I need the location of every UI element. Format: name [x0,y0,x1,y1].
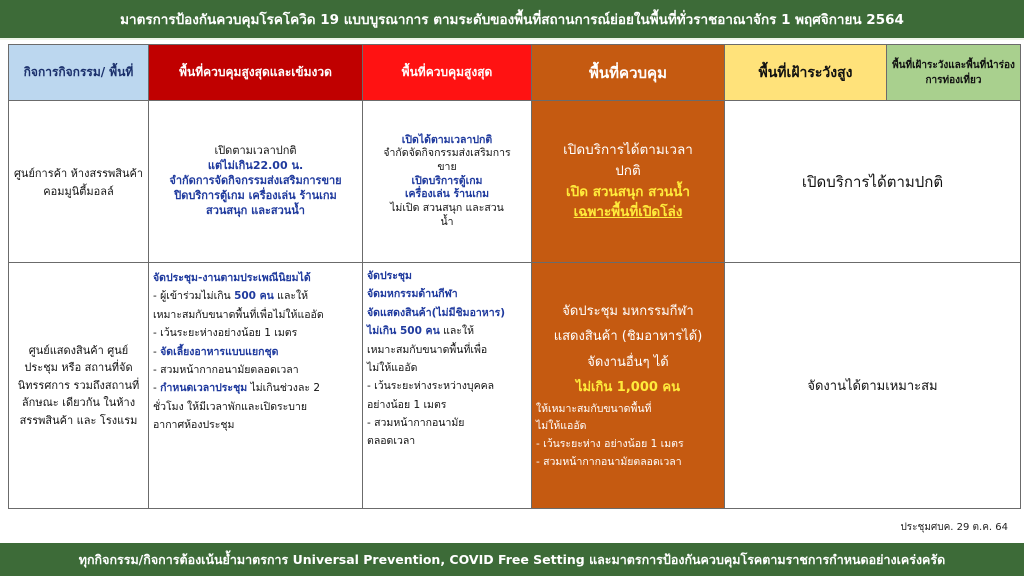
row-label-malls: ศูนย์การค้า ห้างสรรพสินค้า คอมมูนิตี้มอลล์ [9,101,149,263]
footer-text: ทุกกิจกรรม/กิจการต้องเน้นย้ำมาตรการ Universal Prevention, COVID Free Setting และมาตรการป้องกันควบคุมโรคตามราชการกำหนดอย่างเคร่งครัด [78,551,946,567]
header-activity: กิจการกิจกรรม/ พื้นที่ [9,45,149,101]
page-title: มาตรการป้องกันควบคุมโรคโควิด 19 แบบบูรณาการ ตามระดับของพื้นที่สถานการณ์ย่อยในพื้นที่ทั่วราชอาณาจักร 1 พฤศจิกายน 2564 [120,12,904,28]
cell-exhibition-control: จัดประชุม มหกรรมกีฬา แสดงสินค้า (ชิมอาหารได้) จัดงานอื่นๆ ได้ ไม่เกิน 1,000 คน ให้เหมาะสมกับขนาดพื้นที่ ไม่ให้แออัด - เว้นระยะห่าง อย่างน้อย 1 เมตร - สวมหน้ากากอนามัยตลอดเวลา [532,263,725,509]
row-label-exhibition: ศูนย์แสดงสินค้า ศูนย์ประชุม หรือ สถานที่จัดนิทรรศการ รวมถึงสถานที่ลักษณะ เดียวกัน ในห้าง สรรพสินค้า และ โรงแรม [9,263,149,509]
header-row [9,45,1021,101]
measures-table [8,44,1021,509]
footer-banner [0,543,1024,576]
cell-malls-high-control: เปิดได้ตามเวลาปกติ จำกัดจัดกิจกรรมส่งเสริมการ ขาย เปิดบริการตู้เกม เครื่องเล่น ร้านเกม ไม่เปิด สวนสนุก และสวน น้ำ [363,101,532,263]
header-high-watch: พื้นที่เฝ้าระวังสูง [725,45,887,101]
cell-malls-control: เปิดบริการได้ตามเวลา ปกติ เปิด สวนสนุก สวนน้ำ เฉพาะพื้นที่เปิดโล่ง [532,101,725,263]
table-row [9,101,1021,263]
cell-malls-watch: เปิดบริการได้ตามปกติ [725,101,1021,263]
header-control: พื้นที่ควบคุม [532,45,725,101]
cell-exhibition-high-control: จัดประชุม จัดมหกรรมด้านกีฬา จัดแสดงสินค้า(ไม่มีชิมอาหาร) ไม่เกิน 500 คน และให้ เหมาะสมกับขนาดพื้นที่เพื่อ ไม่ให้แออัด - เว้นระยะห่างระหว่างบุคคล อย่างน้อย 1 เมตร - สวมหน้ากากอนามัย ตลอดเวลา [363,263,532,509]
header-high-control: พื้นที่ควบคุมสูงสุด [363,45,532,101]
meeting-footnote: ประชุมศบค. 29 ต.ค. 64 [900,522,1008,533]
cell-malls-max-control: เปิดตามเวลาปกติ แต่ไม่เกิน22.00 น. จำกัดการจัดกิจกรรมส่งเสริมการขาย ปิดบริการตู้เกม เครื่องเล่น ร้านเกม สวนสนุก และสวนน้ำ [149,101,363,263]
header-watch-tourism: พื้นที่เฝ้าระวังและพื้นที่นำร่องการท่องเที่ยว [887,45,1021,101]
cell-exhibition-watch: จัดงานได้ตามเหมาะสม [725,263,1021,509]
table-row [9,263,1021,509]
header-max-control: พื้นที่ควบคุมสูงสุดและเข้มงวด [149,45,363,101]
title-banner [0,0,1024,40]
cell-exhibition-max-control: จัดประชุม-งานตามประเพณีนิยมได้ - ผู้เข้าร่วมไม่เกิน 500 คน และให้ เหมาะสมกับขนาดพื้นที่เพื่อไม่ให้แออัด - เว้นระยะห่างอย่างน้อย 1 เมตร - จัดเลี้ยงอาหารแบบแยกชุด - สวมหน้ากากอนามัยตลอดเวลา - กำหนดเวลาประชุม ไม่เกินช่วงละ 2 ชั่วโมง ให้มีเวลาพักและเปิดระบาย อากาศห้องประชุม [149,263,363,509]
